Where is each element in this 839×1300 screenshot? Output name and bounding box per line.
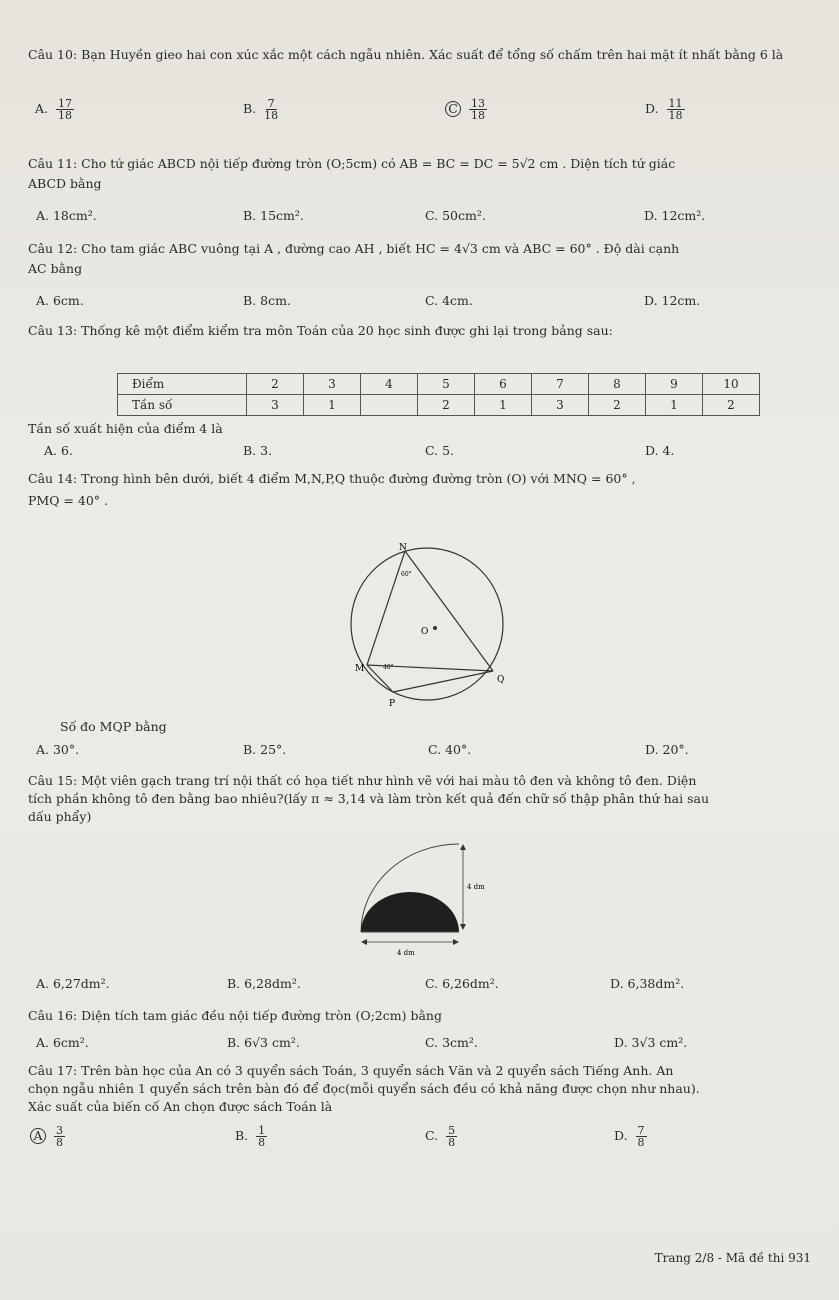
table-row xyxy=(118,395,760,416)
q14-option-a[interactable]: A. 30°. xyxy=(36,742,80,757)
q16-option-a[interactable]: A. 6cm². xyxy=(36,1035,89,1050)
label-m: M xyxy=(355,664,365,674)
black-semicircle xyxy=(361,892,459,932)
table-cell: 5 xyxy=(418,374,475,395)
q10-option-b[interactable]: B. $\frac{7}{18}$ xyxy=(243,97,279,122)
q12-option-d[interactable]: D. 12cm. xyxy=(644,293,701,308)
label-o: O xyxy=(421,627,429,637)
q17-option-c[interactable]: C. $\frac{5}{8}$ xyxy=(425,1124,456,1149)
table-cell: 2 xyxy=(703,395,760,416)
question-15-text-3: dấu phẩy) xyxy=(28,809,92,824)
question-17-text-1: Câu 17: Trên bàn học của An có 3 quyển sách Toán, 3 quyển sách Văn và 2 quyển sách Tiếng Anh. An xyxy=(28,1063,674,1078)
question-11-text-1: Câu 11: Cho tứ giác ABCD nội tiếp đường tròn (O;5cm) có AB = BC = DC = 5√2 cm . Diện tích tứ giác xyxy=(28,156,676,171)
q11-option-b[interactable]: B. 15cm². xyxy=(243,208,304,223)
q16-option-b[interactable]: B. 6√3 cm². xyxy=(227,1035,300,1050)
question-13-prompt: Tần số xuất hiện của điểm 4 là xyxy=(28,421,223,436)
table-header-frequency: Tần số xyxy=(118,395,247,416)
q11-option-a[interactable]: A. 18cm². xyxy=(36,208,97,223)
segment-nm xyxy=(367,551,405,665)
question-11 xyxy=(28,155,818,193)
table-cell: 1 xyxy=(646,395,703,416)
label-q: Q xyxy=(497,675,505,685)
question-15-text-1: Câu 15: Một viên gạch trang trí nội thất có họa tiết như hình vẽ với hai màu tô đen và không tô đen. Diện xyxy=(28,773,697,788)
table-cell: 4 xyxy=(361,374,418,395)
table-cell: 3 xyxy=(304,374,361,395)
table-cell: 3 xyxy=(532,395,589,416)
angle-label-40: 40° xyxy=(383,664,394,671)
question-12-text-1: Câu 12: Cho tam giác ABC vuông tại A , đường cao AH , biết HC = 4√3 cm và ABC = 60° . Độ dài cạnh xyxy=(28,241,680,256)
circle-o xyxy=(351,548,503,700)
segment-pq xyxy=(393,671,493,692)
q13-option-a[interactable]: A. 6. xyxy=(44,443,73,458)
table-cell: 2 xyxy=(247,374,304,395)
table-cell: 7 xyxy=(532,374,589,395)
question-15 xyxy=(28,772,818,826)
question-13-text: Câu 13: Thống kê một điểm kiểm tra môn Toán của 20 học sinh được ghi lại trong bảng sau: xyxy=(28,323,613,338)
table-cell: 1 xyxy=(475,395,532,416)
question-15-text-2: tích phần không tô đen bằng bao nhiêu?(lấy π ≈ 3,14 và làm tròn kết quả đến chữ số thập phân thứ hai sau xyxy=(28,791,709,806)
question-13 xyxy=(28,322,818,340)
q13-option-d[interactable]: D. 4. xyxy=(645,443,675,458)
question-17-text-2: chọn ngẫu nhiên 1 quyển sách trên bàn đó để đọc(mỗi quyển sách đều có khả năng được chọn như nhau). xyxy=(28,1081,700,1096)
question-16 xyxy=(28,1007,818,1025)
question-14 xyxy=(28,470,818,510)
question-17-text-3: Xác suất của biến cố An chọn được sách Toán là xyxy=(28,1099,333,1114)
center-point xyxy=(433,626,437,630)
q17-option-d[interactable]: D. $\frac{7}{8}$ xyxy=(614,1124,645,1149)
q11-option-c[interactable]: C. 50cm². xyxy=(425,208,486,223)
question-11-text-2: ABCD bằng xyxy=(28,176,102,191)
circle-diagram xyxy=(335,540,535,710)
table-cell xyxy=(361,395,418,416)
q10-option-d[interactable]: D. $\frac{11}{18}$ xyxy=(645,97,683,122)
q12-option-a[interactable]: A. 6cm. xyxy=(36,293,84,308)
q14-option-c[interactable]: C. 40°. xyxy=(428,742,472,757)
question-17 xyxy=(28,1062,818,1116)
q14-option-d[interactable]: D. 20°. xyxy=(645,742,689,757)
table-cell: 8 xyxy=(589,374,646,395)
q16-option-d[interactable]: D. 3√3 cm². xyxy=(614,1035,688,1050)
table-cell: 2 xyxy=(418,395,475,416)
vertical-dimension-label: 4 dm xyxy=(467,883,485,891)
question-12-text-2: AC bằng xyxy=(28,261,83,276)
question-10-text: Câu 10: Bạn Huyền gieo hai con xúc xắc một cách ngẫu nhiên. Xác suất để tổng số chấm trên hai mặt ít nhất bằng 6 là xyxy=(28,47,784,62)
q13-option-b[interactable]: B. 3. xyxy=(243,443,273,458)
question-14-text-2: PMQ = 40° . xyxy=(28,493,108,508)
q17-option-a[interactable]: A $\frac{3}{8}$ xyxy=(33,1125,65,1148)
page-footer: Trang 2/8 - Mã đề thi 931 xyxy=(654,1251,811,1265)
q17-option-b[interactable]: B. $\frac{1}{8}$ xyxy=(235,1124,266,1149)
table-header-score: Điểm xyxy=(118,374,247,395)
horizontal-dimension-label: 4 dm xyxy=(397,949,415,957)
q15-option-c[interactable]: C. 6,26dm². xyxy=(425,976,499,991)
q10-option-a[interactable]: A. $\frac{17}{18}$ xyxy=(35,97,72,122)
question-12 xyxy=(28,240,818,278)
table-cell: 1 xyxy=(304,395,361,416)
question-10 xyxy=(28,46,818,64)
q16-option-c[interactable]: C. 3cm². xyxy=(425,1035,478,1050)
table-cell: 10 xyxy=(703,374,760,395)
table-cell: 9 xyxy=(646,374,703,395)
q10-option-c[interactable]: C $\frac{13}{18}$ xyxy=(448,98,487,121)
q12-option-b[interactable]: B. 8cm. xyxy=(243,293,291,308)
score-frequency-table xyxy=(117,373,760,416)
q11-option-d[interactable]: D. 12cm². xyxy=(644,208,706,223)
q15-option-b[interactable]: B. 6,28dm². xyxy=(227,976,301,991)
q13-option-c[interactable]: C. 5. xyxy=(425,443,454,458)
tile-diagram xyxy=(355,840,485,960)
table-cell: 6 xyxy=(475,374,532,395)
question-14-prompt: Số đo MQP bằng xyxy=(60,719,167,734)
q14-option-b[interactable]: B. 25°. xyxy=(243,742,287,757)
angle-label-60: 60° xyxy=(401,571,412,578)
q12-option-c[interactable]: C. 4cm. xyxy=(425,293,473,308)
question-16-text: Câu 16: Diện tích tam giác đều nội tiếp đường tròn (O;2cm) bằng xyxy=(28,1008,442,1023)
q15-option-a[interactable]: A. 6,27dm². xyxy=(36,976,110,991)
table-cell: 2 xyxy=(589,395,646,416)
question-14-text-1: Câu 14: Trong hình bên dưới, biết 4 điểm M,N,P,Q thuộc đường đường tròn (O) với MNQ = 60° , xyxy=(28,471,636,486)
table-row xyxy=(118,374,760,395)
label-n: N xyxy=(399,543,407,553)
q15-option-d[interactable]: D. 6,38dm². xyxy=(610,976,685,991)
label-p: P xyxy=(389,699,396,709)
table-cell: 3 xyxy=(247,395,304,416)
